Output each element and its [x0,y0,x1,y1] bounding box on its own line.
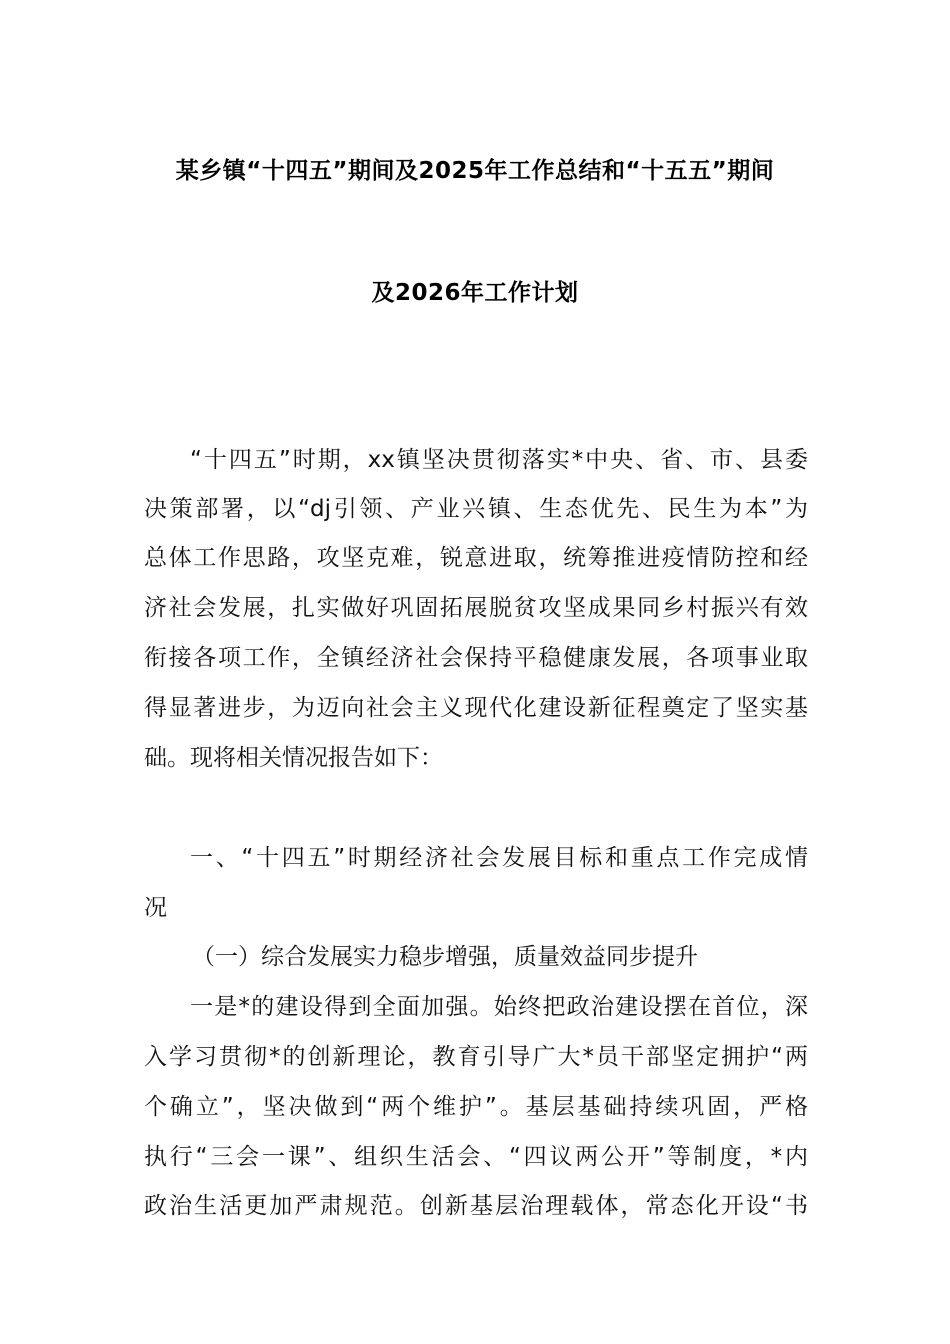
section-heading-line: 一、“十四五”时期经济社会发展目标和重点工作完成情 [190,845,808,871]
paragraph-line: 决策部署，以“dj引领、产业兴镇、生态优先、民生为本”为 [144,496,808,522]
paragraph-line: 础。现将相关情况报告如下： [144,745,443,771]
paragraph-line: 衔接各项工作，全镇经济社会保持平稳健康发展，各项事业取 [144,645,808,671]
paragraph-line: 总体工作思路，攻坚克难，锐意进取，统筹推进疫情防控和经 [144,545,808,571]
paragraph-line: 一是*的建设得到全面加强。始终把政治建设摆在首位，深 [190,994,808,1020]
paragraph-line: 个确立”，坚决做到“两个维护”。基层基础持续巩固，严格 [144,1094,808,1120]
paragraph-line: 得显著进步，为迈向社会主义现代化建设新征程奠定了坚实基 [144,695,808,721]
paragraph-line: 济社会发展，扎实做好巩固拓展脱贫攻坚成果同乡村振兴有效 [144,595,808,621]
subsection-heading-1: （一）综合发展实力稳步增强，质量效益同步提升 [192,944,698,970]
document-title-line-1: 某乡镇“十四五”期间及2025年工作总结和“十五五”期间 [175,158,775,184]
paragraph-line: 入学习贯彻*的创新理论，教育引导广大*员干部坚定拥护“两 [144,1044,808,1070]
document-title-line-2: 及2026年工作计划 [371,280,579,306]
paragraph-line: “十四五”时期，xx镇坚决贯彻落实*中央、省、市、县委 [190,447,808,473]
section-heading-line: 况 [144,895,167,921]
paragraph-line: 执行“三会一课”、组织生活会、“四议两公开”等制度，*内 [144,1144,808,1170]
paragraph-line: 政治生活更加严肃规范。创新基层治理载体，常态化开设“书 [144,1193,808,1219]
